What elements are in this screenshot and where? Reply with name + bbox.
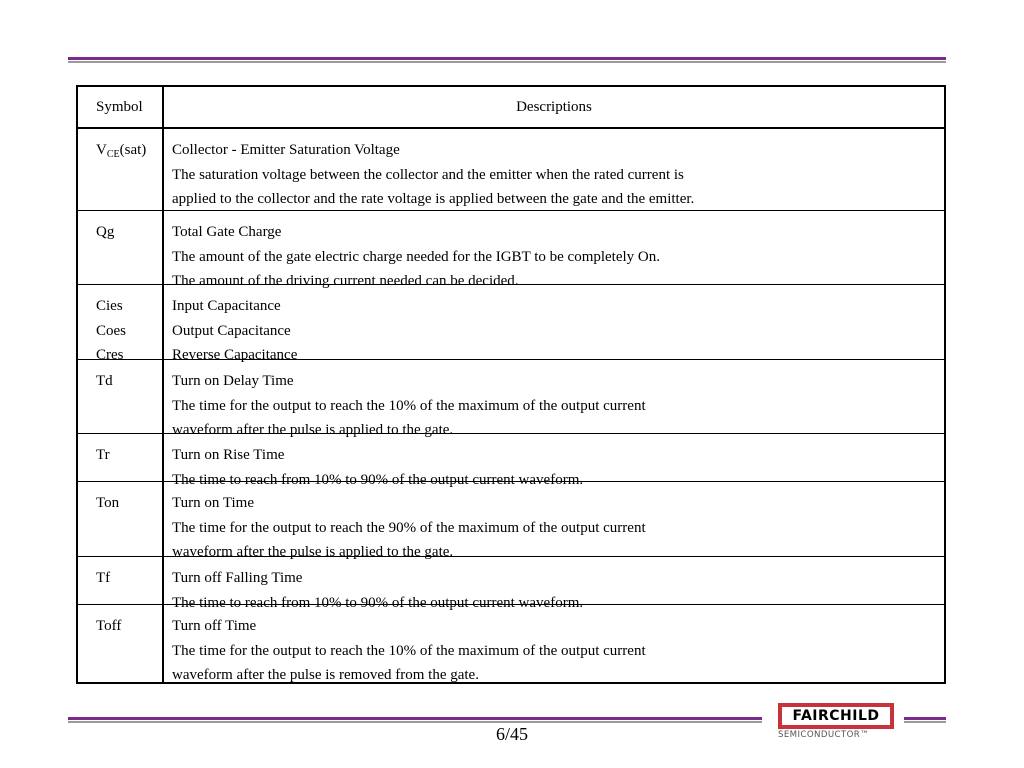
description-title: Collector - Emitter Saturation Voltage xyxy=(172,142,400,158)
row-description xyxy=(172,614,944,688)
symbol-text: Td xyxy=(96,373,113,389)
row-symbol xyxy=(96,369,160,394)
symbol-text: Cies xyxy=(96,298,123,314)
row-description xyxy=(172,220,944,294)
description-line: waveform after the pulse is applied to the gate. xyxy=(172,544,454,561)
symbol-description-table xyxy=(76,85,946,684)
description-line: The saturation voltage between the collector and the emitter when the rated current is xyxy=(172,166,684,183)
row-symbol xyxy=(96,566,160,591)
row-symbol xyxy=(96,614,160,639)
description-title: Turn off Falling Time xyxy=(172,570,303,586)
symbol-subscript: CE xyxy=(106,149,120,160)
table-row xyxy=(78,129,944,211)
table-body xyxy=(78,129,944,686)
footer-rule-right xyxy=(904,717,946,720)
description-title: Turn off Time xyxy=(172,618,257,634)
row-description xyxy=(172,294,944,368)
symbol-text: Tr xyxy=(96,447,110,463)
logo-subtitle: SEMICONDUCTOR™ xyxy=(778,730,870,740)
description-line: Reverse Capacitance xyxy=(172,347,298,364)
logo-frame xyxy=(778,703,894,729)
fairchild-logo xyxy=(778,703,898,745)
description-title: Input Capacitance xyxy=(172,298,281,314)
symbol-base: V xyxy=(96,142,107,158)
description-line: The time to reach from 10% to 90% of the output current waveform. xyxy=(172,594,584,611)
symbol-suffix: (sat) xyxy=(119,142,147,158)
header-symbol: Symbol xyxy=(96,99,143,115)
row-symbol xyxy=(96,443,160,468)
table-row xyxy=(78,285,944,364)
table-row xyxy=(78,434,944,488)
description-line: The time for the output to reach the 10% of the maximum of the output current xyxy=(172,642,646,659)
top-rule-purple xyxy=(68,57,946,60)
description-line: The time to reach from 10% to 90% of the output current waveform. xyxy=(172,471,584,488)
symbol-text: Qg xyxy=(96,224,115,240)
table-row xyxy=(78,482,944,561)
row-description xyxy=(172,369,944,443)
description-line: waveform after the pulse is removed from the gate. xyxy=(172,667,479,684)
description-title: Turn on Delay Time xyxy=(172,373,294,389)
page-number: 6/45 xyxy=(495,724,528,744)
footer-rule-left-gray xyxy=(68,721,762,723)
symbol-text: Cres xyxy=(96,347,124,364)
table-header xyxy=(78,87,944,129)
description-line: The amount of the driving current needed can be decided. xyxy=(172,273,519,290)
symbol-text: Coes xyxy=(96,322,126,339)
table-row xyxy=(78,605,944,686)
description-title: Turn on Time xyxy=(172,495,254,511)
footer-rule-left xyxy=(68,717,762,720)
symbol-text: Toff xyxy=(96,618,122,634)
row-description xyxy=(172,491,944,565)
logo-name: FAIRCHILD xyxy=(782,707,890,725)
row-symbol xyxy=(96,138,160,168)
symbol-text: Ton xyxy=(96,495,120,511)
table-row xyxy=(78,211,944,290)
footer-rule-right-gray xyxy=(904,721,946,723)
description-line: The time for the output to reach the 10% of the maximum of the output current xyxy=(172,397,646,414)
description-line: Output Capacitance xyxy=(172,322,291,339)
description-line: The time for the output to reach the 90% of the maximum of the output current xyxy=(172,519,646,536)
description-title: Total Gate Charge xyxy=(172,224,282,240)
row-description xyxy=(172,138,944,212)
description-line: waveform after the pulse is applied to the gate. xyxy=(172,422,454,439)
top-rule-gray xyxy=(68,61,946,63)
description-line: applied to the collector and the rate voltage is applied between the gate and the emitter. xyxy=(172,191,695,208)
table-row xyxy=(78,557,944,611)
table-row xyxy=(78,360,944,439)
symbol-text: Tf xyxy=(96,570,111,586)
header-descriptions: Descriptions xyxy=(516,99,592,115)
row-symbol xyxy=(96,491,160,516)
row-symbol xyxy=(96,294,160,368)
description-title: Turn on Rise Time xyxy=(172,447,285,463)
description-line: The amount of the gate electric charge needed for the IGBT to be completely On. xyxy=(172,248,661,265)
row-symbol xyxy=(96,220,160,245)
